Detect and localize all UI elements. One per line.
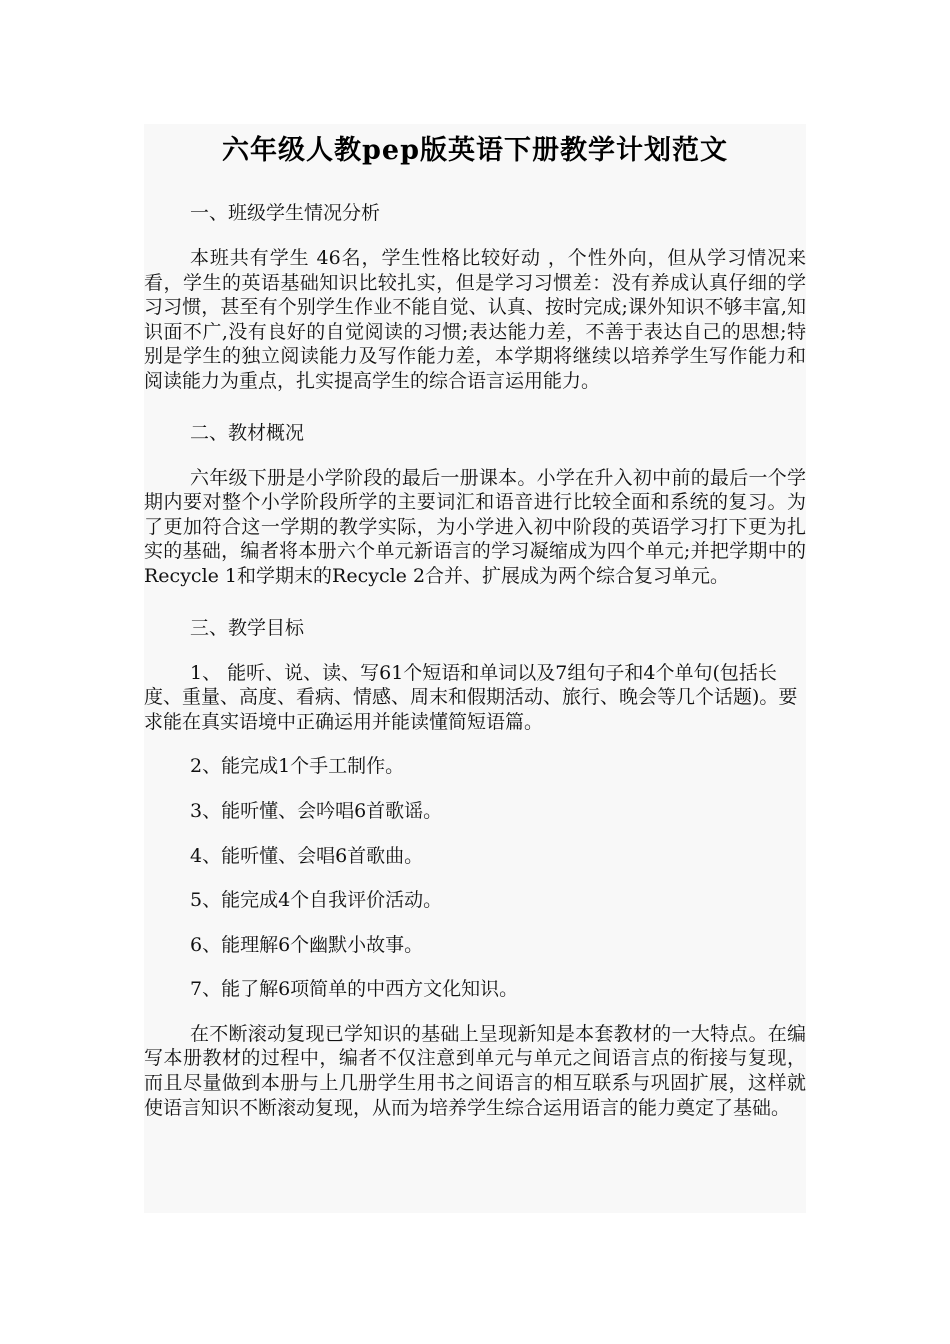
section-heading-textbook-overview: 二、教材概况 bbox=[190, 421, 305, 444]
paragraph-closing: 在不断滚动复现已学知识的基础上呈现新知是本套教材的一大特点。在编写本册教材的过程中，编者不仅注意到单元与单元之间语言点的衔接与复现，而且尽量做到本册与上几册学生用书之间语言的相互联系与巩固扩展，这样就使语言知识不断滚动复现，从而为培养学生综合运用语言的能力奠定了基础。 bbox=[144, 1022, 806, 1119]
goal-item-1: 1、 能听、说、读、写61个短语和单词以及7组句子和4个单句(包括长度、重量、高度、看病、情感、周末和假期活动、旅行、晚会等几个话题)。要求能在真实语境中正确运用并能读懂简短语篇。 bbox=[144, 661, 798, 733]
paragraph-textbook-overview: 六年级下册是小学阶段的最后一册课本。小学在升入初中前的最后一个学期内要对整个小学阶段所学的主要词汇和语音进行比较全面和系统的复习。为了更加符合这一学期的教学实际，为小学进入初中阶段的英语学习打下更为扎实的基础，编者将本册六个单元新语言的学习凝缩成为四个单元;并把学期中的Recycle 1和学期末的Recycle 2合并、扩展成为两个综合复习单元。 bbox=[144, 466, 806, 587]
goal-item-2: 2、能完成1个手工制作。 bbox=[190, 755, 405, 778]
goal-item-6: 6、能理解6个幽默小故事。 bbox=[190, 933, 424, 956]
goal-item-4: 4、能听懂、会唱6首歌曲。 bbox=[190, 844, 424, 867]
goal-item-7: 7、能了解6项简单的中西方文化知识。 bbox=[190, 978, 519, 1001]
section-heading-class-analysis: 一、班级学生情况分析 bbox=[190, 202, 381, 224]
section-heading-teaching-goals: 三、教学目标 bbox=[190, 616, 305, 639]
goal-item-3: 3、能听懂、会吟唱6首歌谣。 bbox=[190, 799, 443, 822]
goal-item-5: 5、能完成4个自我评价活动。 bbox=[190, 889, 443, 912]
document-page bbox=[144, 124, 806, 1213]
document-title: 六年级人教pep版英语下册教学计划范文 bbox=[222, 135, 728, 166]
paragraph-class-analysis: 本班共有学生 46名，学生性格比较好动 ，个性外向，但从学习情况来看，学生的英语基础知识比较扎实，但是学习习惯差：没有养成认真仔细的学习习惯，甚至有个别学生作业不能自觉、认真、按时完成;课外知识不够丰富,知识面不广,没有良好的自觉阅读的习惯;表达能力差，不善于表达自己的思想;特别是学生的独立阅读能力及写作能力差，本学期将继续以培养学生写作能力和阅读能力为重点，扎实提高学生的综合语言运用能力。 bbox=[144, 247, 806, 392]
